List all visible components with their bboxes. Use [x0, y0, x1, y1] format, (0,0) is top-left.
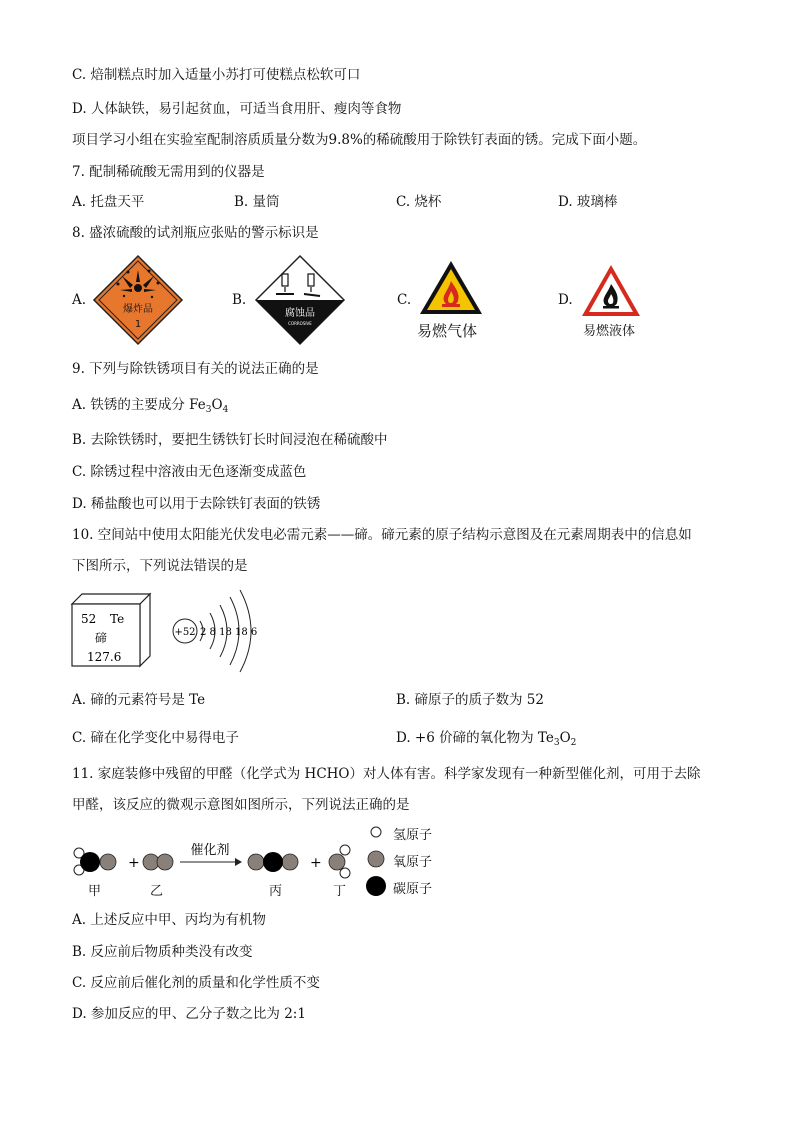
molecule-yi [143, 854, 173, 870]
explosive-sign [92, 254, 184, 346]
q8-letter-a: A. [72, 292, 87, 308]
q9-option-d: D. 稀盐酸也可以用于去除铁钉表面的铁锈 [72, 496, 321, 512]
label-jia: 甲 [88, 884, 102, 899]
q8-letter-d: D. [558, 292, 573, 308]
carbon-atom-icon [366, 876, 386, 896]
q11-stem-line1: 11. 家庭装修中残留的甲醛（化学式为 HCHO）对人体有害。科学家发现有一种新型催化剂，可用于去除 [72, 766, 701, 782]
legend-carbon: 碳原子 [393, 882, 433, 897]
q11-option-b: B. 反应前后物质种类没有改变 [72, 944, 253, 960]
q8-letter-b: B. [232, 292, 247, 308]
q10-stem-line2: 下图所示，下列说法错误的是 [72, 558, 248, 574]
q9-option-b: B. 去除铁锈时，要把生锈铁钉长时间浸泡在稀硫酸中 [72, 432, 388, 448]
q7-option-d: D. 玻璃棒 [558, 194, 618, 210]
flammable-gas-caption: 易燃气体 [417, 322, 478, 340]
nucleus-charge: +52 [174, 627, 196, 638]
label-yi: 乙 [150, 884, 164, 899]
prev-option-c: C. 焙制糕点时加入适量小苏打可使糕点松软可口 [72, 67, 361, 83]
plus-sign-1: + [128, 855, 140, 871]
prev-option-d: D. 人体缺铁，易引起贫血，可适当食用肝、瘦肉等食物 [72, 101, 402, 117]
element-name: 碲 [95, 631, 108, 645]
electron-configuration: 2 8 18 18 6 [200, 627, 258, 638]
q8-letter-c: C. [397, 292, 412, 308]
q11-option-d: D. 参加反应的甲、乙分子数之比为 2:1 [72, 1006, 306, 1022]
flammable-gas-sign [418, 259, 484, 317]
molecule-ding [329, 845, 350, 878]
q7-stem: 7. 配制稀硫酸无需用到的仪器是 [72, 164, 265, 180]
hydrogen-atom-icon [371, 827, 381, 837]
label-ding: 丁 [333, 884, 347, 899]
reaction-diagram [70, 838, 360, 888]
q11-stem-line2: 甲醛，该反应的微观示意图如图所示，下列说法正确的是 [72, 797, 410, 813]
q10-option-d: D. +6 价碲的氧化物为 $Te_3O_2$ [396, 730, 577, 748]
element-symbol: Te [110, 612, 125, 626]
atomic-structure-diagram [170, 588, 270, 674]
q10-option-a: A. 碲的元素符号是 Te [72, 692, 206, 708]
corrosive-sign-subtext: CORROSIVE [288, 321, 312, 326]
q8-stem: 8. 盛浓硫酸的试剂瓶应张贴的警示标识是 [72, 225, 319, 241]
q9-stem: 9. 下列与除铁锈项目有关的说法正确的是 [72, 361, 319, 377]
flammable-liquid-sign [580, 263, 642, 319]
flammable-liquid-caption: 易燃液体 [583, 324, 636, 339]
q10-option-c: C. 碲在化学变化中易得电子 [72, 730, 239, 746]
project-intro: 项目学习小组在实验室配制溶质质量分数为9.8%的稀硫酸用于除铁钉表面的锈。完成下面小题。 [72, 132, 647, 148]
q11-option-a: A. 上述反应中甲、丙均为有机物 [72, 912, 266, 928]
atomic-mass: 127.6 [87, 650, 122, 664]
atomic-number: 52 [81, 612, 97, 626]
q9-option-c: C. 除锈过程中溶液由无色逐渐变成蓝色 [72, 464, 307, 480]
explosive-sign-number: 1 [134, 319, 142, 330]
corrosive-sign [254, 254, 346, 346]
molecule-bing [248, 852, 298, 872]
legend-oxygen: 氧原子 [393, 855, 433, 870]
periodic-table-cell [70, 592, 152, 668]
q7-option-b: B. 量筒 [234, 194, 280, 210]
q11-option-c: C. 反应前后催化剂的质量和化学性质不变 [72, 975, 320, 991]
explosive-sign-text: 爆炸品 [123, 304, 153, 315]
label-bing: 丙 [269, 884, 283, 899]
q7-option-c: C. 烧杯 [396, 194, 442, 210]
corrosive-sign-text: 腐蚀品 [285, 308, 315, 319]
legend-hydrogen: 氢原子 [393, 828, 433, 843]
catalyst-label: 催化剂 [190, 843, 230, 858]
q9-option-a: A. 铁锈的主要成分 $Fe_3O_4$ [72, 397, 229, 415]
oxygen-atom-icon [368, 851, 384, 867]
atom-legend-icons [364, 822, 388, 898]
q7-option-a: A. 托盘天平 [72, 194, 145, 210]
q10-option-b: B. 碲原子的质子数为 52 [396, 692, 544, 708]
molecule-jia [74, 848, 116, 875]
q10-stem-line1: 10. 空间站中使用太阳能光伏发电必需元素——碲。碲元素的原子结构示意图及在元素周期表中的信息如 [72, 527, 692, 543]
plus-sign-2: + [310, 855, 322, 871]
